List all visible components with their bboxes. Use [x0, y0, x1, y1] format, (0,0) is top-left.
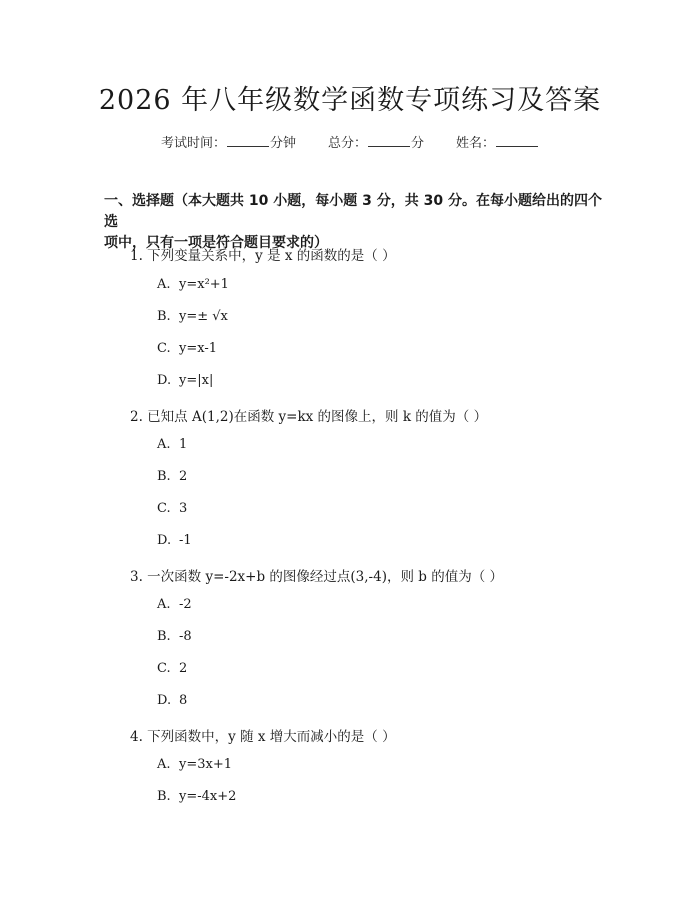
option: D. -1	[157, 533, 192, 548]
section-heading: 一、选择题（本大题共 10 小题，每小题 3 分，共 30 分。在每小题给出的四个选 项中，只有一项是符合题目要求的）	[104, 193, 602, 251]
question-4: 4. 下列函数中，y 随 x 增大而减小的是（ ）	[130, 729, 396, 745]
option: B. y=± √x	[157, 309, 228, 324]
option: A. -2	[157, 597, 192, 612]
option: B. -8	[157, 629, 192, 644]
score-blank	[368, 134, 410, 147]
option: C. 3	[157, 501, 188, 516]
option: B. 2	[157, 469, 188, 484]
option: C. 2	[157, 661, 188, 676]
page-title: 2026 年八年级数学函数专项练习及答案	[98, 85, 602, 116]
exam-name: 姓名：	[456, 132, 539, 151]
option: C. y=x-1	[157, 341, 218, 356]
option: A. 1	[157, 437, 188, 452]
option: A. y=3x+1	[157, 757, 233, 772]
exam-meta	[0, 132, 700, 151]
option: B. y=-4x+2	[157, 789, 237, 804]
option: D. y=|x|	[157, 373, 214, 388]
question-2: 2. 已知点 A(1,2)在函数 y=kx 的图像上，则 k 的值为（ ）	[130, 409, 488, 425]
option: D. 8	[157, 693, 188, 708]
option: A. y=x²+1	[157, 277, 229, 292]
question-3: 3. 一次函数 y=-2x+b 的图像经过点(3,-4)，则 b 的值为（ ）	[130, 569, 503, 585]
exam-score: 总分： 分	[327, 136, 425, 151]
exam-time: 考试时间： 分钟	[160, 136, 296, 151]
time-blank	[227, 134, 269, 147]
name-blank	[496, 134, 538, 147]
question-1: 1. 下列变量关系中，y 是 x 的函数的是（ ）	[130, 248, 396, 264]
